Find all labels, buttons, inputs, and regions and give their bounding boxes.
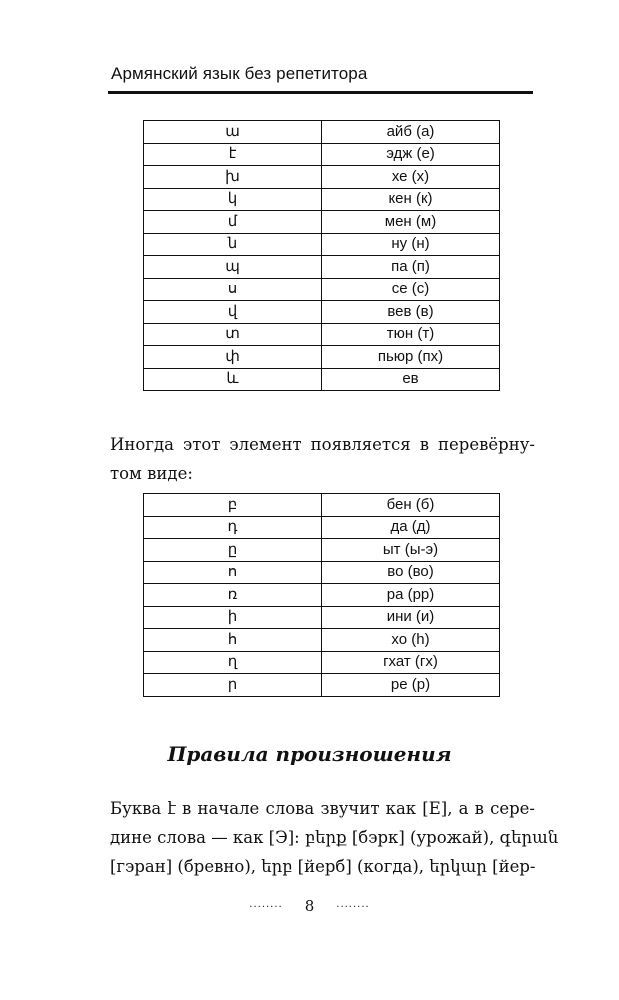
table-row	[144, 368, 500, 391]
table-row	[144, 256, 500, 279]
armenian-letter: մ	[144, 211, 322, 234]
letter-name: во (во)	[322, 561, 500, 584]
letters-table-2	[143, 493, 500, 697]
table-row	[144, 629, 500, 652]
footer-dots-left: ........	[249, 898, 283, 910]
letter-name: ев	[322, 368, 500, 391]
table-row	[144, 278, 500, 301]
table-row	[144, 584, 500, 607]
armenian-letter: ղ	[144, 651, 322, 674]
letter-name: айб (а)	[322, 121, 500, 144]
table-row	[144, 606, 500, 629]
intro-paragraph	[110, 430, 535, 488]
armenian-letter: ս	[144, 278, 322, 301]
armenian-letter: վ	[144, 301, 322, 324]
letter-name: ыт (ы-э)	[322, 539, 500, 562]
armenian-letter: ր	[144, 674, 322, 697]
table-row	[144, 516, 500, 539]
table-row	[144, 121, 500, 144]
armenian-letter: ա	[144, 121, 322, 144]
table-row	[144, 166, 500, 189]
paragraph-line: [гэран] (бревно), երբ [йерб] (когда), երկար [йер-	[110, 857, 536, 876]
armenian-letter: ն	[144, 233, 322, 256]
table-row	[144, 323, 500, 346]
armenian-letter: հ	[144, 629, 322, 652]
armenian-letter: պ	[144, 256, 322, 279]
armenian-letter: ի	[144, 606, 322, 629]
table-row	[144, 143, 500, 166]
letter-name: па (п)	[322, 256, 500, 279]
armenian-letter: դ	[144, 516, 322, 539]
running-header-title: Армянский язык без репетитора	[111, 64, 368, 83]
letter-name: эдж (е)	[322, 143, 500, 166]
letter-name: бен (б)	[322, 494, 500, 517]
armenian-letter: և	[144, 368, 322, 391]
section-heading: Правила произношения	[167, 742, 452, 766]
letter-name: гхат (гх)	[322, 651, 500, 674]
letter-name: вев (в)	[322, 301, 500, 324]
table-row	[144, 674, 500, 697]
table-row	[144, 346, 500, 369]
table-row	[144, 233, 500, 256]
paragraph-line: дине слова — как [Э]: բերք [бэрк] (урожай), գերան	[110, 828, 559, 847]
armenian-letter: ը	[144, 539, 322, 562]
armenian-letter: փ	[144, 346, 322, 369]
table-row	[144, 301, 500, 324]
armenian-letter: ո	[144, 561, 322, 584]
table-row	[144, 211, 500, 234]
table-row	[144, 188, 500, 211]
letter-name: да (д)	[322, 516, 500, 539]
letter-name: тюн (т)	[322, 323, 500, 346]
letter-name: ну (н)	[322, 233, 500, 256]
letter-name: мен (м)	[322, 211, 500, 234]
table-row	[144, 494, 500, 517]
paragraph-line: Иногда этот элемент появляется в перевёрну-	[110, 435, 535, 454]
armenian-letter: խ	[144, 166, 322, 189]
paragraph-line: Буква է в начале слова звучит как [Е], а в сере-	[110, 799, 535, 818]
armenian-letter: բ	[144, 494, 322, 517]
table-row	[144, 539, 500, 562]
letter-name: кен (к)	[322, 188, 500, 211]
letters-table-1	[143, 120, 500, 391]
pronunciation-paragraph	[110, 794, 559, 881]
letter-name: ре (р)	[322, 674, 500, 697]
table-row	[144, 561, 500, 584]
armenian-letter: է	[144, 143, 322, 166]
page-number: 8	[304, 897, 315, 915]
table-row	[144, 651, 500, 674]
letter-name: хо (h)	[322, 629, 500, 652]
header-rule	[108, 91, 533, 94]
armenian-letter: տ	[144, 323, 322, 346]
footer-dots-right: ........	[336, 898, 370, 910]
letter-name: ини (и)	[322, 606, 500, 629]
letter-name: се (с)	[322, 278, 500, 301]
armenian-letter: ռ	[144, 584, 322, 607]
letter-name: ра (рр)	[322, 584, 500, 607]
letter-name: хе (х)	[322, 166, 500, 189]
paragraph-line: том виде:	[110, 464, 193, 483]
page-footer	[0, 897, 619, 915]
letter-name: пьюр (пх)	[322, 346, 500, 369]
armenian-letter: կ	[144, 188, 322, 211]
